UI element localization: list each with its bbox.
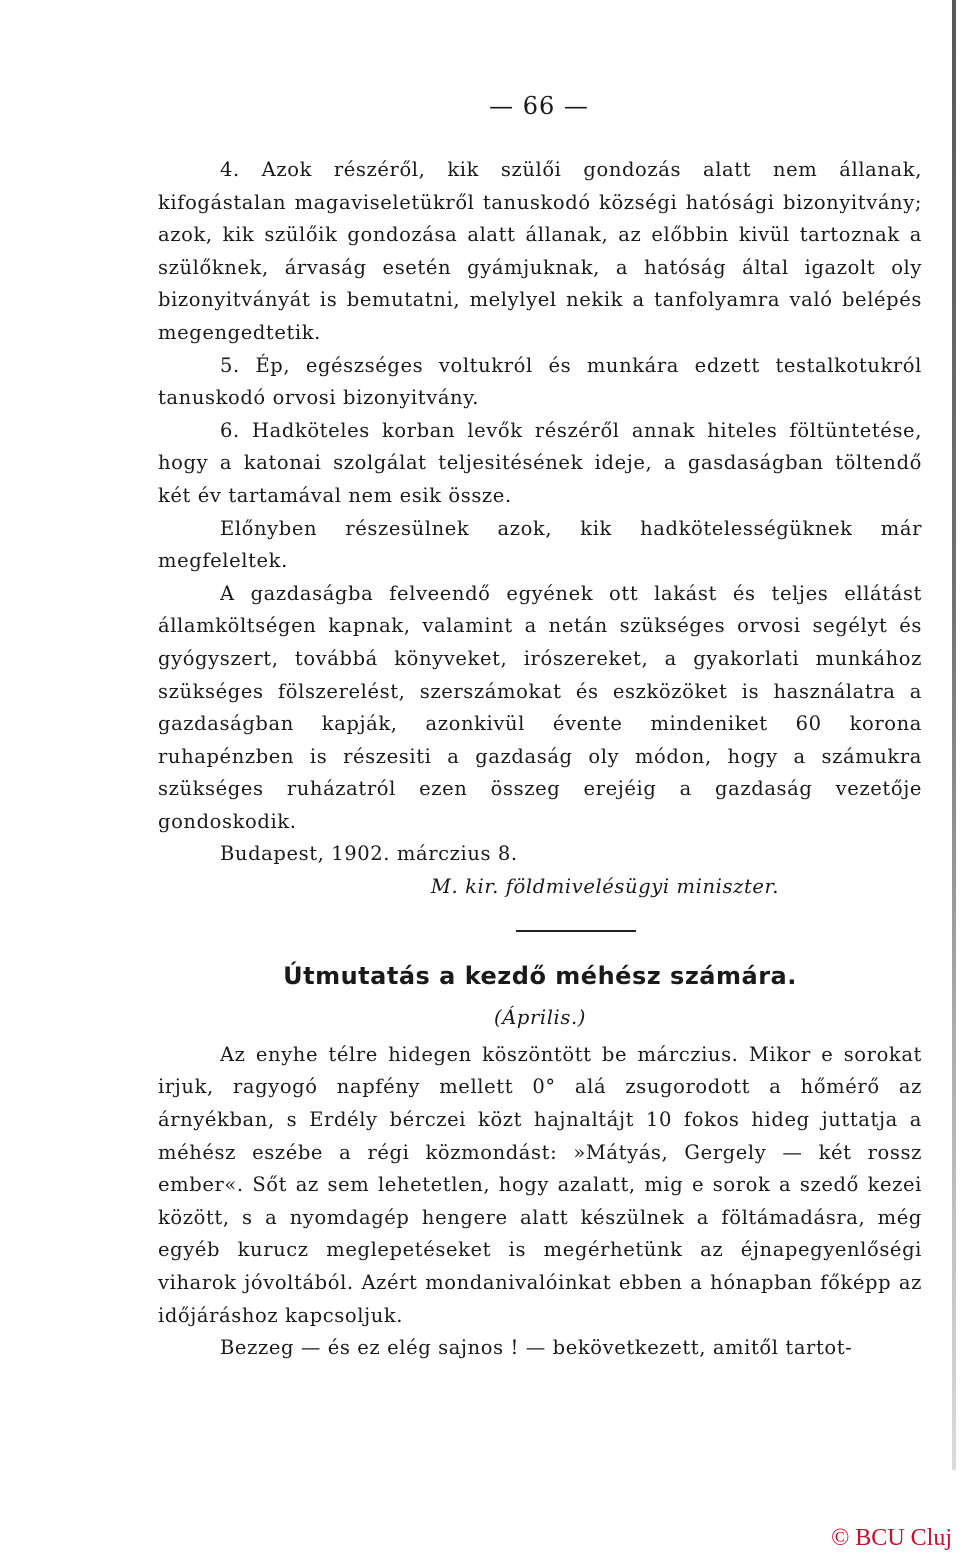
article-paragraph-1: Az enyhe télre hidegen köszöntött be márczius. Mikor e sorokat irjuk, ragyogó napfény mellett 0° alá zsugorodott a hőmérő az árnyékban, s Erdély bérczei közt hajnaltájt 10 fokos hideg juttatja a méhész eszébe a régi közmondást: »Mátyás, Gergely — két rossz ember«. Sőt az sem lehetetlen, hogy azalatt, mig e sorok a szedő kezei között, s a nyomdagép hengere alatt készülnek a föltámadásra, még egyéb kurucz meglepetéseket is megérhetünk az éjnapegyenlőségi viharok jóvoltából. Azért mondanivalóinkat ebben a hónapban főképp az időjáráshoz kapcsoljuk. (158, 1042, 922, 1327)
page-number: — 66 — (489, 92, 589, 120)
signature-title: M. kir. földmivelésügyi miniszter. (430, 875, 780, 899)
article-subtitle: (Április.) (493, 1006, 587, 1030)
library-watermark: © BCU Cluj (831, 1525, 952, 1551)
scan-edge-line (952, 0, 956, 1470)
paragraph-item-6: 6. Hadköteles korban levők részéről annak hiteles föltüntetése, hogy a katonai szolgálat teljesitésének ideje, a gasdaságban töltendő két év tartamával nem esik össze. (158, 418, 922, 507)
article-paragraph-2: Bezzeg — és ez elég sajnos ! — bekövetkezett, amitől tartot- (220, 1336, 853, 1360)
paragraph-item-5: 5. Ép, egészséges voltukról és munkára edzett testalkotukról tanuskodó orvosi bizonyitvány. (158, 353, 922, 410)
page-body (158, 154, 922, 1365)
signature-date: Budapest, 1902. márczius 8. (220, 842, 518, 866)
paragraph-item-4: 4. Azok részéről, kik szülői gondozás alatt nem állanak, kifogástalan magaviseletükről tanuskodó községi hatósági bizonyitvány; azok, kik szülőik gondozása alatt állanak, az előbbin kivül tartoznak a szülőknek, árvaság esetén gyámjuknak, a hatóság által igazolt oly bizonyitványát is bemutatni, melylyel nekik a tanfolyamra való belépés megengedtetik. (158, 158, 922, 344)
article-title: Útmutatás a kezdő méhész számára. (283, 961, 797, 990)
section-divider (516, 930, 636, 932)
paragraph-provisions: A gazdaságba felveendő egyének ott lakást és teljes ellátást államköltségen kapnak, valamint a netán szükséges orvosi segélyt és gyógyszert, továbbá könyveket, irószereket, a gyakorlati munkához szükséges fölszerelést, szerszámokat és eszközöket is használatra a gazdaságban kapják, azonkivül évente mindeniket 60 korona ruhapénzben is részesiti a gazdaság oly módon, hogy a számukra szükséges ruházatról ezen összeg erejéig a gazdaság vezetője gondoskodik. (158, 581, 922, 833)
paragraph-preference: Előnyben részesülnek azok, kik hadkötelességüknek már megfeleltek. (158, 516, 922, 573)
